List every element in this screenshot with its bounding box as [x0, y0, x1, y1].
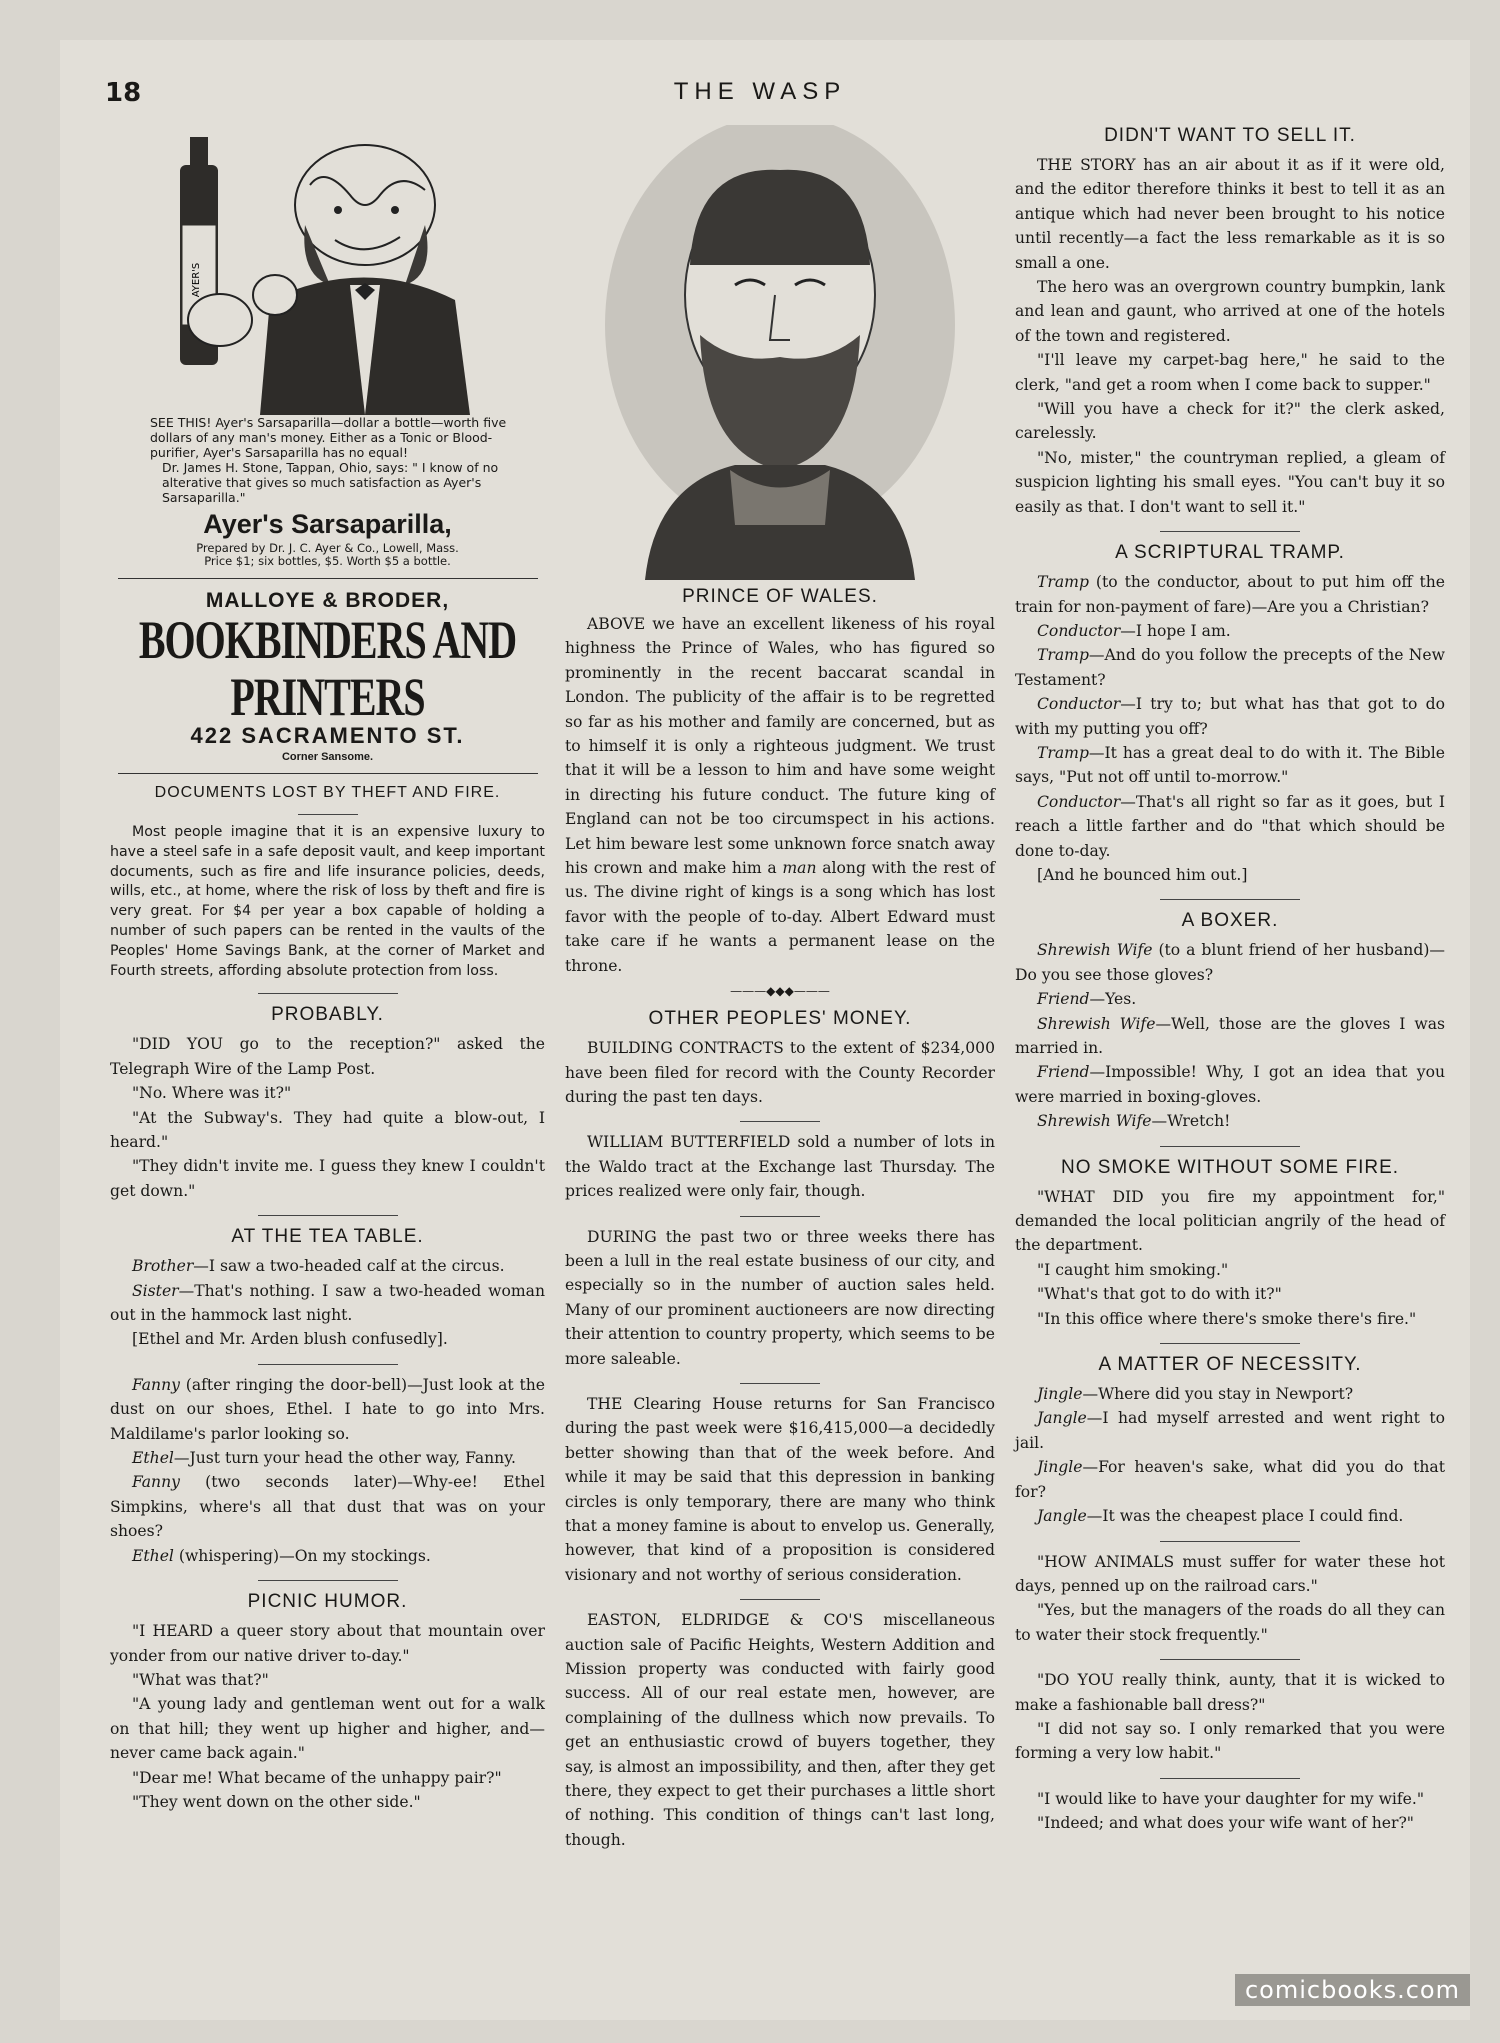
money-para: EASTON, ELDRIDGE & CO'S miscellaneous auction sale of Pacific Heights, Western Addition and Mission property was conducted with fairly good success. All of our real estate men, however, are complaining of the dullness which now prevails. To get an enthusiastic crowd of buyers together, they say, is almost an impossibility, and then, after they get there, they expect to get their purchases a little short of nothing. This condition of things can't last long, though. — [565, 1611, 995, 1849]
boxer-line: Shrewish Wife—Well, those are the gloves I was married in. — [1015, 1014, 1445, 1057]
column-left — [110, 125, 545, 1814]
boxer-line: Friend—Impossible! Why, I got an idea that you were married in boxing-gloves. — [1015, 1063, 1445, 1106]
boxer-line: Shrewish Wife (to a blunt friend of her husband)—Do you see those gloves? — [1015, 941, 1445, 984]
documents-heading: DOCUMENTS LOST BY THEFT AND FIRE. — [154, 784, 501, 801]
probably-line: "At the Subway's. They had quite a blow-out, I heard." — [110, 1108, 545, 1151]
probably-line: "DID YOU go to the reception?" asked the Telegraph Wire of the Lamp Post. — [110, 1035, 545, 1078]
necessity-line: Jangle—I had myself arrested and went right to jail. — [1015, 1409, 1445, 1452]
sell-line: "No, mister," the countryman replied, a gleam of suspicion lighting his small eyes. "You can't buy it so easily as that. I don't want to sell it." — [1015, 448, 1445, 516]
tramp-line: Conductor—I try to; but what has that got to do with my putting you off? — [1015, 695, 1445, 738]
divider — [1160, 1778, 1300, 1779]
divider — [258, 1215, 398, 1216]
divider — [1160, 899, 1300, 900]
ayers-ad-text — [110, 415, 545, 505]
sell-line: "I'll leave my carpet-bag here," he said to the clerk, "and get a room when I come back to supper." — [1015, 351, 1445, 394]
animals-line: "HOW ANIMALS must suffer for water these hot days, penned up on the railroad cars." — [1015, 1552, 1445, 1595]
tea-line: Fanny (two seconds later)—Why-ee! Ethel Simpkins, where's all that dust that was on your shoes? — [110, 1473, 545, 1541]
smoke-line: "I caught him smoking." — [1037, 1260, 1229, 1279]
money-para: BUILDING CONTRACTS to the extent of $234,000 have been filed for record with the County Recorder during the past ten days. — [565, 1039, 995, 1106]
divider — [1160, 1541, 1300, 1542]
tramp-heading: A SCRIPTURAL TRAMP. — [1115, 542, 1345, 564]
money-para: WILLIAM BUTTERFIELD sold a number of lots in the Waldo tract at the Exchange last Thursday. The prices realized were only fair, though. — [565, 1133, 995, 1201]
money-para: DURING the past two or three weeks there has been a lull in the real estate business of our city, and especially so in the number of auction sales held. Many of our prominent auctioneers are now directing their attention to country property, which seems to be more saleable. — [565, 1227, 995, 1368]
picnic-line: "A young lady and gentleman went out for a walk on that hill; they went up higher and higher, and—never came back again." — [110, 1695, 545, 1763]
divider — [118, 578, 538, 579]
sell-line: The hero was an overgrown country bumpkin, lank and lean and gaunt, who arrived at one of the hotels of the town and registered. — [1015, 278, 1445, 345]
malloye-corner: Corner Sansome. — [281, 751, 374, 763]
masthead-title: THE WASP — [673, 78, 847, 105]
tramp-line: Tramp (to the conductor, about to put him off the train for non-payment of fare)—Are you a Christian? — [1015, 573, 1445, 616]
bottle-label: AYER'S — [191, 262, 202, 298]
picnic-line: "Dear me! What became of the unhappy pair?" — [132, 1768, 502, 1787]
money-para: THE Clearing House returns for San Francisco during the past week were $16,415,000—a decidedly better showing than that of the week before. And while it may be said that this depression in banking circles is only temporary, there are many who think that a money famine is about to envelop us. Generally, however, that kind of a proposition is considered visionary and not worthy of serious consideration. — [565, 1394, 995, 1584]
aunty-line: "I did not say so. I only remarked that you were forming a very low habit." — [1015, 1719, 1445, 1763]
smoke-line: "What's that got to do with it?" — [1037, 1285, 1282, 1304]
malloye-ad — [110, 589, 545, 763]
ayers-intro: SEE THIS! Ayer's Sarsaparilla—dollar a bottle—worth five dollars of any man's money. Either as a Tonic or Blood-purifier, Ayer's Sarsaparilla has no equal! — [150, 415, 507, 460]
boxer-line: Friend—Yes. — [1037, 990, 1137, 1009]
tramp-line: Tramp—And do you follow the precepts of the New Testament? — [1015, 646, 1445, 689]
tea-line: Brother—I saw a two-headed calf at the circus. — [132, 1257, 505, 1276]
site-watermark: comicbooks.com — [1235, 1974, 1470, 2006]
tramp-line: Tramp—It has a great deal to do with it. The Bible says, "Put not off until to-morrow." — [1015, 743, 1445, 787]
smoke-heading: NO SMOKE WITHOUT SOME FIRE. — [1060, 1156, 1400, 1178]
sell-line: "Will you have a check for it?" the clerk asked, carelessly. — [1015, 400, 1445, 443]
prince-body: ABOVE we have an excellent likeness of his royal highness the Prince of Wales, who has figured so prominently in the recent baccarat scandal in London. The publicity of the affair is to be regretted so far as his mother and family are concerned, but as to himself it is only a righteous judgment. We trust that it will be a lesson to him and have some weight in directing his future conduct. The future king of England can not be too circumspect in his actions. Let him beware lest some unknown force snatch away his crown and make him a man along with the rest of us. The divine right of kings is a song which has lost favor with the people of to-day. Albert Edward must take care if he wants a permanent lease on the throne. — [565, 615, 996, 975]
daughter-line: "I would like to have your daughter for my wife." — [1037, 1789, 1425, 1808]
smoke-line: "WHAT DID you fire my appointment for," demanded the local politician angrily of the head of the department. — [1015, 1187, 1445, 1255]
malloye-firm: MALLOYE & BRODER, — [205, 589, 450, 612]
boxer-line: Shrewish Wife—Wretch! — [1037, 1112, 1231, 1131]
necessity-line: Jangle—It was the cheapest place I could find. — [1037, 1507, 1404, 1526]
animals-line: "Yes, but the managers of the roads do all they can to water their stock frequently." — [1015, 1601, 1445, 1644]
divider — [258, 1580, 398, 1581]
ayers-man-illustration — [110, 125, 545, 415]
ayers-footer — [110, 542, 545, 568]
probably-line: "They didn't invite me. I guess they knew I couldn't get down." — [110, 1157, 545, 1200]
page-number: 18 — [105, 78, 142, 108]
ayers-footer-1: Prepared by Dr. J. C. Ayer & Co., Lowell, Mass. — [196, 541, 459, 555]
documents-body: Most people imagine that it is an expensive luxury to have a steel safe in a safe deposit vault, and keep important documents, such as fire and life insurance policies, deeds, wills, etc., at home, where the risk of loss by theft and fire is very great. For $4 per year a box capable of holding a number of such papers can be rented in the vaults of the Peoples' Home Savings Bank, at the corner of Market and Fourth streets, affording absolute protection from loss. — [110, 824, 545, 979]
divider — [118, 773, 538, 774]
tea-line: Ethel—Just turn your head the other way, Fanny. — [132, 1449, 516, 1468]
ayers-testimonial: Dr. James H. Stone, Tappan, Ohio, says: " I know of no alterative that gives so much satisfaction as Ayer's Sarsaparilla." — [162, 460, 499, 505]
divider — [1160, 1659, 1300, 1660]
divider — [1160, 1146, 1300, 1147]
tea-line: Sister—That's nothing. I saw a two-headed woman out in the hammock last night. — [110, 1281, 545, 1325]
aunty-line: "DO YOU really think, aunty, that it is wicked to make a fashionable ball dress?" — [1015, 1671, 1445, 1714]
prince-of-wales-portrait — [565, 125, 995, 580]
boxer-heading: A BOXER. — [1181, 910, 1279, 932]
divider — [298, 814, 358, 815]
malloye-trade: BOOKBINDERS AND PRINTERS — [138, 609, 517, 728]
divider — [258, 1364, 398, 1365]
column-right — [1015, 125, 1445, 1836]
tramp-line: Conductor—I hope I am. — [1037, 621, 1231, 640]
tea-line: Ethel (whispering)—On my stockings. — [132, 1546, 431, 1565]
ayers-footer-2: Price $1; six bottles, $5. Worth $5 a bottle. — [204, 554, 451, 568]
necessity-heading: A MATTER OF NECESSITY. — [1098, 1354, 1362, 1376]
tramp-line: Conductor—That's all right so far as it goes, but I reach a little farther and do "that which should be done to-day. — [1015, 792, 1445, 860]
ornament-divider: ———◆◆◆——— — [730, 984, 830, 999]
divider — [1160, 531, 1300, 532]
divider — [740, 1599, 820, 1600]
tramp-line: [And he bounced him out.] — [1037, 865, 1248, 884]
picnic-line: "I HEARD a queer story about that mountain over yonder from our native driver to-day." — [110, 1622, 545, 1665]
tea-line: [Ethel and Mr. Arden blush confusedly]. — [132, 1330, 448, 1349]
necessity-line: Jingle—Where did you stay in Newport? — [1037, 1385, 1354, 1404]
prince-caption: PRINCE OF WALES. — [682, 586, 878, 607]
malloye-address: 422 SACRAMENTO ST. — [190, 723, 465, 748]
divider — [1160, 1343, 1300, 1344]
probably-heading: PROBABLY. — [271, 1004, 384, 1026]
picnic-line: "What was that?" — [132, 1670, 269, 1689]
divider — [740, 1121, 820, 1122]
divider — [740, 1216, 820, 1217]
divider — [740, 1383, 820, 1384]
sell-line: THE STORY has an air about it as if it were old, and the editor therefore thinks it best to tell it as an antique which had never been brought to his notice until recently—a fact the less remarkable as it is so small a one. — [1015, 156, 1445, 272]
necessity-line: Jingle—For heaven's sake, what did you do that for? — [1015, 1458, 1445, 1501]
picnic-line: "They went down on the other side." — [132, 1792, 421, 1811]
tea-line: Fanny (after ringing the door-bell)—Just look at the dust on our shoes, Ethel. I hate to go into Mrs. Maldilame's parlor looking so. — [110, 1375, 545, 1443]
divider — [258, 993, 398, 994]
sell-heading: DIDN'T WANT TO SELL IT. — [1104, 125, 1356, 146]
smoke-line: "In this office where there's smoke there's fire." — [1037, 1309, 1417, 1328]
money-heading: OTHER PEOPLES' MONEY. — [648, 1008, 912, 1030]
ayers-brand-name: Ayer's Sarsaparilla, — [203, 509, 452, 539]
tea-table-heading: AT THE TEA TABLE. — [231, 1226, 424, 1248]
picnic-heading: PICNIC HUMOR. — [247, 1591, 408, 1613]
daughter-line: "Indeed; and what does your wife want of her?" — [1037, 1814, 1414, 1833]
probably-line: "No. Where was it?" — [132, 1084, 292, 1103]
column-middle — [565, 125, 995, 1852]
